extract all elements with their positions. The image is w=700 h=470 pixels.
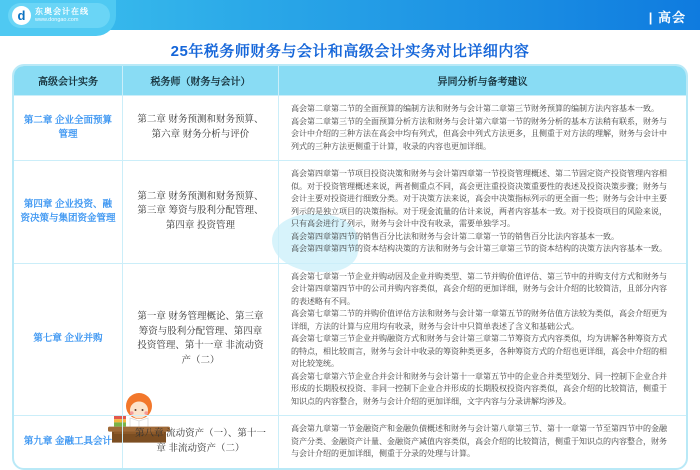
analysis-paragraph: 高会第四章第一节项目投资决策和财务与会计第四章第一节投资管理概述、第二节固定资产投资管理内容相似。对于投资管理概述来说，两者侧重点不同，高会更注重投资决策重要性的表述及投资决策步骤；财务与会计主要对投资进行细致分类。对于决策方法来说，高会中决策指标列示的更全面一些；财务与会计中主要列示的是独立项目的决策指标。对于现金流量的估计来说，两者内容基本一致。对于投资项目的风险来说，只有高会进行了列示，财务与会计中没有收录，需要单独学习。 [291,169,667,228]
dongao-logo [8,3,110,28]
cell-gaokuai-chapter: 第四章 企业投资、融资决策与集团资金管理 [20,198,116,224]
comparison-table [12,64,688,470]
cell-shuiwushi-chapter: 第八章 流动资产（一）、第十一章 非流动资产（二） [122,416,278,468]
analysis-paragraph: 高会第七章第一节企业并购动因及企业并购类型、第二节并购价值评估、第三节中的并购支付方式和财务与会计第四章第四节中的公司并购内容类似，高会介绍的更加详细，财务与会计介绍的比较简洁，且部分内容的表述略有不同。 [291,271,667,306]
analysis-paragraph: 高会第二章第三节的全面预算分析方法和财务与会计第六章第一节的财务分析的基本方法稍有联系，财务与会计中介绍的三种方法在高会中均有列式，但高会中列式方法更多，且侧重于对方法的理解，财务与会计中列式的三种方法更侧重于计算，收录的内容也更加详细。 [291,116,667,151]
cell-gaokuai-chapter: 第九章 金融工具会计 [23,435,113,447]
cell-shuiwushi-chapter: 第二章 财务预测和财务预算、第三章 筹资与股利分配管理、第四章 投资管理 [122,161,278,263]
col-header-shuiwushi: 税务师（财务与会计） [122,66,278,95]
cell-analysis [278,161,686,263]
page-title: 25年税务师财务与会计和高级会计实务对比详细内容 [170,43,530,60]
cell-analysis [278,416,686,468]
cell-gaokuai-chapter: 第七章 企业并购 [33,333,103,345]
logo-text-block [35,8,89,23]
analysis-paragraph: 高会第七章第六节企业合并会计和财务与会计第十一章第五节中的企业合并类型划分、同一控制下企业合并形成的长期股权投资、非同一控制下企业合并形成的长期股权投资内容类似，高会介绍的比较简洁，侧重于知识点的内容整合，财务与会计介绍的更加详细，文字内容与分录讲解均涉及。 [291,371,667,406]
analysis-paragraph: 高会第四章第四节的销售百分比法和财务与会计第二章第一节的销售百分比法内容基本一致。 [291,231,619,241]
table-header-row [14,66,686,95]
analysis-paragraph: 高会第七章第二节的并购价值评估方法和财务与会计第一章第五节的财务估值方法较为类似，高会介绍更为详细，方法的计算与应用均有收录，财务与会计中只简单表述了含义和基础公式。 [291,309,667,331]
cell-shuiwushi-chapter: 第二章 财务预测和财务预算、第六章 财务分析与评价 [122,96,278,160]
table-body [14,95,686,468]
col-header-gaokuai: 高级会计实务 [14,66,122,95]
cell-gaokuai-chapter: 第二章 企业全面预算管理 [23,114,113,140]
analysis-paragraph: 高会第四章第四节的资本结构决策的方法和财务与会计第三章第三节的资本结构的决策方法内容基本一致。 [291,244,667,253]
cell-shuiwushi-chapter: 第一章 财务管理概论、第三章 筹资与股利分配管理、第四章 投资管理、第十一章 非流动资产（二） [122,264,278,416]
logo-url-text: www.dongao.com [35,16,79,23]
table-row [14,95,686,160]
cell-analysis [278,264,686,416]
dongao-logo-icon: d [12,6,31,25]
logo-brand-name: 东奥会计在线 [35,7,89,17]
analysis-paragraph: 高会第七章第三节企业并购融资方式和财务与会计第三章第二节筹资方式内容类似，均为讲解各种筹资方式的特点，相比较而言，财务与会计中收录的筹资种类更多，各种筹资方式的介绍也更详细，高会中介绍的相对比较笼统。 [291,334,667,368]
exam-category-tag: | 高会 [648,10,686,25]
col-header-analysis: 异同分析与备考建议 [278,66,686,95]
cell-analysis [278,96,686,160]
analysis-paragraph: 高会第二章第二节的全面预算的编制方法和财务与会计第二章第三节财务预算的编制方法内容基本一致。 [291,104,659,113]
table-row [14,263,686,416]
table-row [14,160,686,263]
table-row [14,415,686,468]
analysis-paragraph: 高会第九章第一节金融资产和金融负债概述和财务与会计第八章第三节、第十一章第一节至第四节中的金融资产分类、金融资产计量、金融资产减值内容类似，高会介绍的比较简洁，侧重于知识点的内容整合，财务与会计介绍的更加详细，侧重于分录的处理与计算。 [291,424,667,458]
